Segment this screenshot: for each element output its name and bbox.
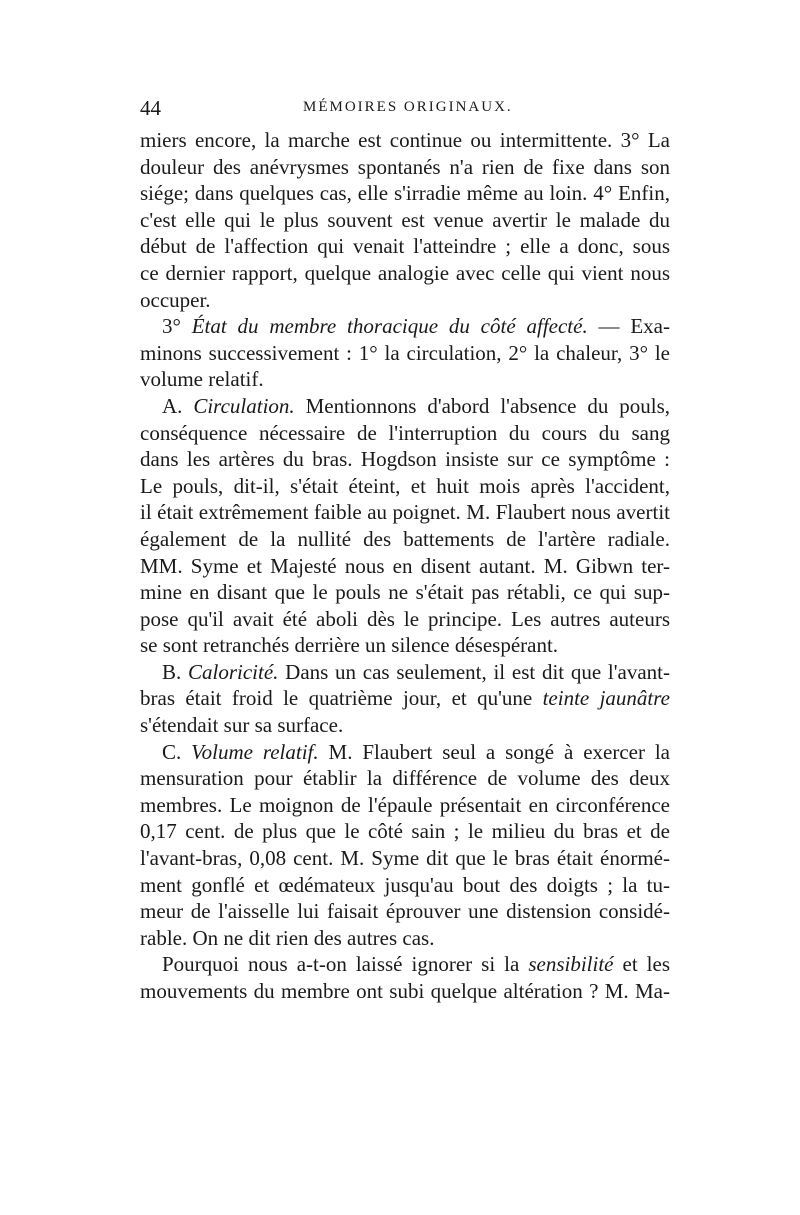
- text-line: [140, 260, 670, 287]
- text-segment: M. Flaubert seul a songé à exercer la: [318, 739, 670, 764]
- text-segment: Le pouls, dit-il, s'était éteint, et huit mois après l'accident,: [140, 473, 670, 498]
- text-line: [140, 526, 670, 553]
- text-segment: pose qu'il avait été aboli dès le principe. Les autres auteurs: [140, 606, 670, 631]
- text-line: [140, 180, 670, 207]
- italic-text: Circulation.: [193, 393, 295, 418]
- text-segment: Pourquoi nous a-t-on laissé ignorer si la: [162, 952, 529, 977]
- page-number: 44: [140, 96, 161, 120]
- text-line: [140, 207, 670, 234]
- text-line: [140, 366, 670, 393]
- text-line: [140, 420, 670, 447]
- text-segment: se sont retranchés derrière un silence désespérant.: [140, 633, 559, 658]
- italic-text: État du membre thoracique du côté affecté.: [191, 314, 588, 339]
- text-segment: — Exa-: [587, 314, 670, 339]
- text-segment: s'étendait sur sa surface.: [140, 713, 344, 738]
- text-segment: B.: [162, 659, 188, 684]
- text-line: [140, 287, 670, 314]
- italic-text: Caloricité.: [188, 659, 279, 684]
- text-segment: dans les artères du bras. Hogdson insiste sur ce symptôme :: [140, 447, 670, 472]
- text-line: [140, 233, 670, 260]
- text-segment: miers encore, la marche est continue ou intermittente. 3° La: [140, 128, 670, 152]
- text-line: [140, 154, 670, 181]
- text-line: [140, 872, 670, 899]
- text-segment: début de l'affection qui venait l'atteindre ; elle a donc, sous: [140, 234, 670, 259]
- text-segment: c'est elle qui le plus souvent est venue avertir le malade du: [140, 207, 670, 232]
- text-line: [140, 845, 670, 872]
- text-segment: A.: [162, 393, 194, 418]
- text-segment: Mentionnons d'abord l'absence du pouls,: [294, 393, 670, 418]
- text-segment: ce dernier rapport, quelque analogie avec celle qui vient nous: [140, 260, 670, 285]
- text-segment: douleur des anévrysmes spontanés n'a rien de fixe dans son: [140, 154, 670, 179]
- text-segment: minons successivement : 1° la circulation, 2° la chaleur, 3° le: [140, 340, 670, 365]
- text-line: [140, 340, 670, 367]
- text-line: [140, 127, 670, 154]
- text-line: [140, 632, 670, 659]
- text-line: [140, 446, 670, 473]
- text-line: [140, 685, 670, 712]
- text-segment: il était extrêmement faible au poignet. M. Flaubert nous avertit: [140, 500, 670, 525]
- text-line: [140, 579, 670, 606]
- text-line: [140, 712, 670, 739]
- text-line: [140, 393, 670, 420]
- text-segment: siége; dans quelques cas, elle s'irradie même au loin. 4° Enfin,: [140, 181, 670, 206]
- text-line: [140, 313, 670, 340]
- text-segment: 0,17 cent. de plus que le côté sain ; le milieu du bras et de: [140, 819, 670, 844]
- body-text: [140, 127, 670, 1005]
- text-line: [140, 739, 670, 766]
- text-line: [140, 659, 670, 686]
- text-line: [140, 765, 670, 792]
- text-segment: ment gonflé et œdémateux jusqu'au bout des doigts ; la tu-: [140, 872, 670, 897]
- text-segment: l'avant-bras, 0,08 cent. M. Syme dit que le bras était énormé-: [140, 846, 670, 871]
- text-line: [140, 792, 670, 819]
- text-segment: rable. On ne dit rien des autres cas.: [140, 925, 435, 950]
- text-segment: mensuration pour établir la différence de volume des deux: [140, 766, 670, 791]
- text-segment: Dans un cas seulement, il est dit que l'avant-: [278, 659, 670, 684]
- text-segment: mine en disant que le pouls ne s'était pas rétabli, ce qui sup-: [140, 580, 670, 605]
- text-line: [140, 473, 670, 500]
- text-line: [140, 898, 670, 925]
- text-segment: C.: [162, 739, 192, 764]
- text-segment: 3°: [162, 314, 192, 339]
- text-line: [140, 606, 670, 633]
- text-line: [140, 818, 670, 845]
- text-segment: bras était froid le quatrième jour, et qu'une: [140, 686, 543, 711]
- italic-text: Volume relatif.: [191, 739, 319, 764]
- text-line: [140, 978, 670, 1005]
- text-line: [140, 951, 670, 978]
- text-segment: meur de l'aisselle lui faisait éprouver une distension considé-: [140, 899, 670, 924]
- text-segment: volume relatif.: [140, 367, 264, 392]
- page-header: [140, 96, 670, 126]
- italic-text: sensibilité: [528, 952, 614, 977]
- text-segment: également de la nullité des battements de l'artère radiale.: [140, 526, 670, 551]
- text-line: [140, 925, 670, 952]
- italic-text: teinte jaunâtre: [542, 686, 670, 711]
- text-segment: MM. Syme et Majesté nous en disent autant. M. Gibwn ter-: [140, 553, 670, 578]
- running-title: MÉMOIRES ORIGINAUX.: [303, 99, 513, 115]
- text-line: [140, 553, 670, 580]
- text-segment: membres. Le moignon de l'épaule présentait en circonférence: [140, 792, 670, 817]
- text-segment: occuper.: [140, 287, 211, 312]
- text-segment: mouvements du membre ont subi quelque altération ? M. Ma-: [140, 979, 670, 1003]
- text-segment: et les: [613, 952, 670, 977]
- text-line: [140, 499, 670, 526]
- text-segment: conséquence nécessaire de l'interruption du cours du sang: [140, 420, 670, 445]
